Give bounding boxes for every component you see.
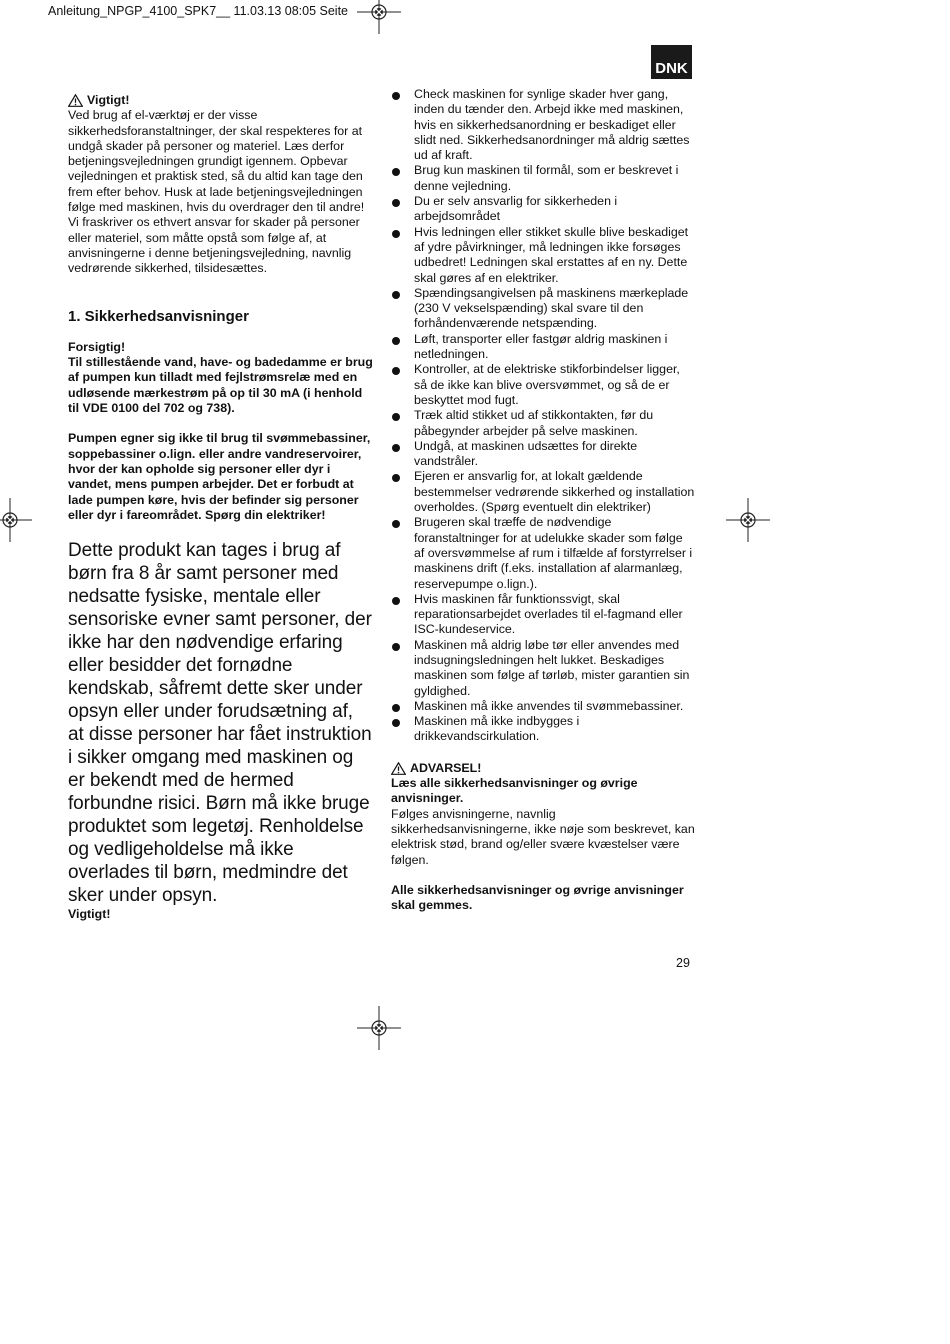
list-item: Maskinen må ikke anvendes til svømmebassiner. xyxy=(391,699,696,714)
language-tab: DNK xyxy=(651,45,692,79)
warning-lead: Læs alle sikkerhedsanvisninger og øvrige anvisninger. xyxy=(391,776,638,806)
warning-body: Følges anvisningerne, navnlig sikkerhedsanvisningerne, ikke nøje som beskrevet, kan elektrisk stød, brand og/eller svære kvæstelser være følgen. xyxy=(391,806,695,867)
list-item: Hvis ledningen eller stikket skulle blive beskadiget af ydre påvirkninger, må ledningen ikke forsøges udbedret! Ledningen skal erstattes af en ny. Dette skal gøres af en elektriker. xyxy=(391,225,696,286)
caution-body: Til stillestående vand, have- og badedamme er brug af pumpen kun tilladt med fejlstrømsrelæ med en udløsende mærkestrøm på op til 30 mA (i henhold til VDE 0100 del 702 og 738). xyxy=(68,355,373,416)
warning-title: ADVARSEL! xyxy=(410,760,482,775)
section-title: 1. Sikkerhedsanvisninger xyxy=(68,307,249,325)
safety-bullet-list xyxy=(391,87,696,745)
important-title: Vigtigt! xyxy=(87,93,130,107)
list-item: Løft, transporter eller fastgør aldrig maskinen i netledningen. xyxy=(391,332,696,363)
list-item: Hvis maskinen får funktionssvigt, skal reparationsarbejdet overlades til el-fagmand eller ISC-kundeservice. xyxy=(391,592,696,638)
registration-mark-left-icon xyxy=(0,498,32,542)
list-item: Check maskinen for synlige skader hver gang, inden du tænder den. Arbejd ikke med maskinen, hvis en sikkerhedsanordning er beskadiget eller slidt ned. Sikkerhedsanordninger må aldrig sættes ud af kraft. xyxy=(391,87,696,163)
caution-title: Forsigtig! xyxy=(68,339,126,354)
list-item: Du er selv ansvarlig for sikkerheden i arbejdsområdet xyxy=(391,194,696,225)
list-item: Træk altid stikket ud af stikkontakten, før du påbegynder arbejder på selve maskinen. xyxy=(391,408,696,439)
important-title-2: Vigtigt! xyxy=(68,907,111,922)
children-notice: Dette produkt kan tages i brug af børn fra 8 år samt personer med nedsatte fysiske, mentale eller sensoriske evner samt personer, der ikke har den nødvendige erfaring eller besidder det fornødne kendskab, såfremt dette sker under opsyn eller under forudsætning af, at disse personer har fået instruktion i sikker omgang med maskinen og er bekendt med de hermed forbundne risici. Børn må ikke bruge produktet som legetøj. Renholdelse og vedligeholdelse må ikke overlades til børn, medmindre det sker under opsyn. xyxy=(68,540,372,907)
list-item: Maskinen må aldrig løbe tør eller anvendes med indsugningsledningen helt lukket. Beskadiges maskinen som følge af tørløb, mister garantien sin gyldighed. xyxy=(391,638,696,699)
registration-mark-bottom-icon xyxy=(357,1006,401,1050)
warning-triangle-icon xyxy=(391,762,406,775)
right-column xyxy=(391,87,696,913)
registration-mark-top-icon xyxy=(357,0,401,34)
warning-heading xyxy=(391,761,696,776)
important-body: Ved brug af el-værktøj er der visse sikkerhedsforanstaltninger, der skal respekteres for at undgå skader på personer og materiel. Læs derfor betjeningsvejledningen grundigt igennem. Opbevar vejledningen et praktisk sted, så du altid kan tage den frem efter behov. Husk at lade betjeningsvejledningen følge med maskinen, hvis du overdrager den til andre! Vi fraskriver os ethvert ansvar for skader på personer eller materiel, som måtte opstå som følge af, at anvisningerne i denne betjeningsvejledning, navnlig vedrørende sikkerhed, tilsidesættes. xyxy=(68,108,365,276)
important-heading xyxy=(68,93,373,108)
registration-mark-right-icon xyxy=(726,498,770,542)
list-item: Maskinen må ikke indbygges i drikkevandscirkulation. xyxy=(391,714,696,745)
list-item: Ejeren er ansvarlig for, at lokalt gældende bestemmelser vedrørende sikkerhed og installation overholdes. (Spørg eventuelt din elektriker) xyxy=(391,469,696,515)
list-item: Brug kun maskinen til formål, som er beskrevet i denne vejledning. xyxy=(391,163,696,194)
print-header: Anleitung_NPGP_4100_SPK7__ 11.03.13 08:05 Seite xyxy=(48,4,348,18)
list-item: Brugeren skal træffe de nødvendige foranstaltninger for at udelukke skader som følge af oversvømmelse af rum i tilfælde af forstyrrelser i maskinens drift (f.eks. installation af alarmanlæg, reservepumpe o.lign.). xyxy=(391,515,696,591)
list-item: Undgå, at maskinen udsættes for direkte vandstråler. xyxy=(391,439,696,470)
list-item: Spændingsangivelsen på maskinens mærkeplade (230 V vekselspænding) skal svare til den forhåndenværende netspænding. xyxy=(391,286,696,332)
page-number: 29 xyxy=(676,956,690,970)
warning-triangle-icon xyxy=(68,94,83,107)
left-column xyxy=(68,93,373,922)
keep-instructions-note: Alle sikkerhedsanvisninger og øvrige anvisninger skal gemmes. xyxy=(391,882,684,913)
pump-warning: Pumpen egner sig ikke til brug til svømmebassiner, soppebassiner o.lign. eller andre vandreservoirer, hvor der kan opholde sig personer eller dyr i vandet, mens pumpen arbejder. Det er forbudt at lade pumpen køre, hvis der befinder sig personer eller dyr i fareområdet. Spørg din elektriker! xyxy=(68,431,371,522)
list-item: Kontroller, at de elektriske stikforbindelser ligger, så de ikke kan blive oversvømmet, og så de er beskyttet mod fugt. xyxy=(391,362,696,408)
